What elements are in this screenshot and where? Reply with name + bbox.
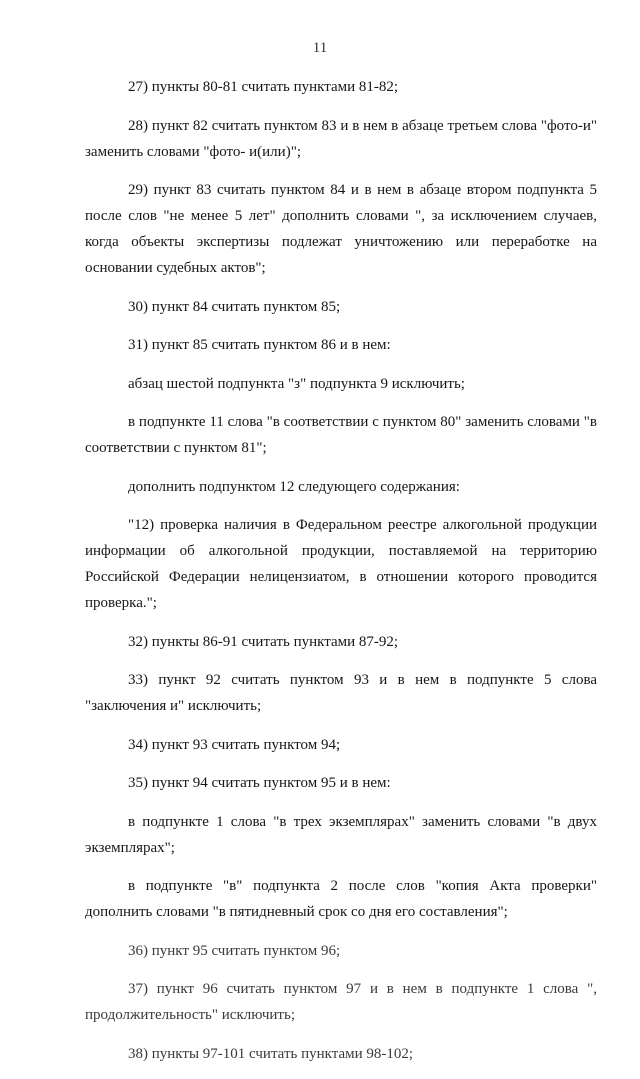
- paragraph-34: 34) пункт 93 считать пунктом 94;: [128, 736, 341, 753]
- paragraph-28: 28) пункт 82 считать пунктом 83 и в нем в абзаце третьем слова "фото-и" заменить словами "фото- и(или)";: [85, 117, 597, 160]
- paragraph-31-sub-3: дополнить подпунктом 12 следующего содержания:: [128, 478, 460, 495]
- paragraph-32: 32) пункты 86-91 считать пунктами 87-92;: [128, 633, 399, 650]
- paragraph-38: 38) пункты 97-101 считать пунктами 98-102;: [128, 1045, 414, 1062]
- paragraph-33: 33) пункт 92 считать пунктом 93 и в нем в подпункте 5 слова "заключения и" исключить;: [85, 672, 597, 714]
- page-number: 11: [312, 40, 328, 56]
- document-body: [85, 74, 597, 1079]
- paragraph-27: 27) пункты 80-81 считать пунктами 81-82;: [128, 79, 399, 95]
- paragraph-31-sub-1: абзац шестой подпункта "з" подпункта 9 исключить;: [128, 375, 465, 392]
- paragraph-31: 31) пункт 85 считать пунктом 86 и в нем:: [128, 337, 391, 353]
- paragraph-35-sub-1: в подпункте 1 слова "в трех экземплярах" заменить словами "в двух экземплярах";: [85, 813, 597, 856]
- paragraph-31-quote: "12) проверка наличия в Федеральном реестре алкогольной продукции информации об алкогольной продукции, поставляемой на территорию Российской Федерации нелицензиатом, в отношении которого проводится проверка.";: [85, 517, 597, 611]
- paragraph-37: 37) пункт 96 считать пунктом 97 и в нем в подпункте 1 слова ", продолжительность" исключить;: [85, 981, 597, 1023]
- paragraph-29: 29) пункт 83 считать пунктом 84 и в нем в абзаце втором подпункта 5 после слов "не менее 5 лет" дополнить словами ", за исключением случаев, когда объекты экспертизы подлежат уничтожению или переработке на основании судебных актов";: [85, 182, 597, 276]
- paragraph-35-sub-2: в подпункте "в" подпункта 2 после слов "копия Акта проверки" дополнить словами "в пятидневный срок со дня его составления";: [85, 878, 597, 920]
- paragraph-36: 36) пункт 95 считать пунктом 96;: [128, 942, 341, 959]
- paragraph-35: 35) пункт 94 считать пунктом 95 и в нем:: [128, 775, 391, 791]
- paragraph-31-sub-2: в подпункте 11 слова "в соответствии с пунктом 80" заменить словами "в соответствии с пунктом 81";: [85, 414, 597, 456]
- paragraph-30: 30) пункт 84 считать пунктом 85;: [128, 298, 341, 315]
